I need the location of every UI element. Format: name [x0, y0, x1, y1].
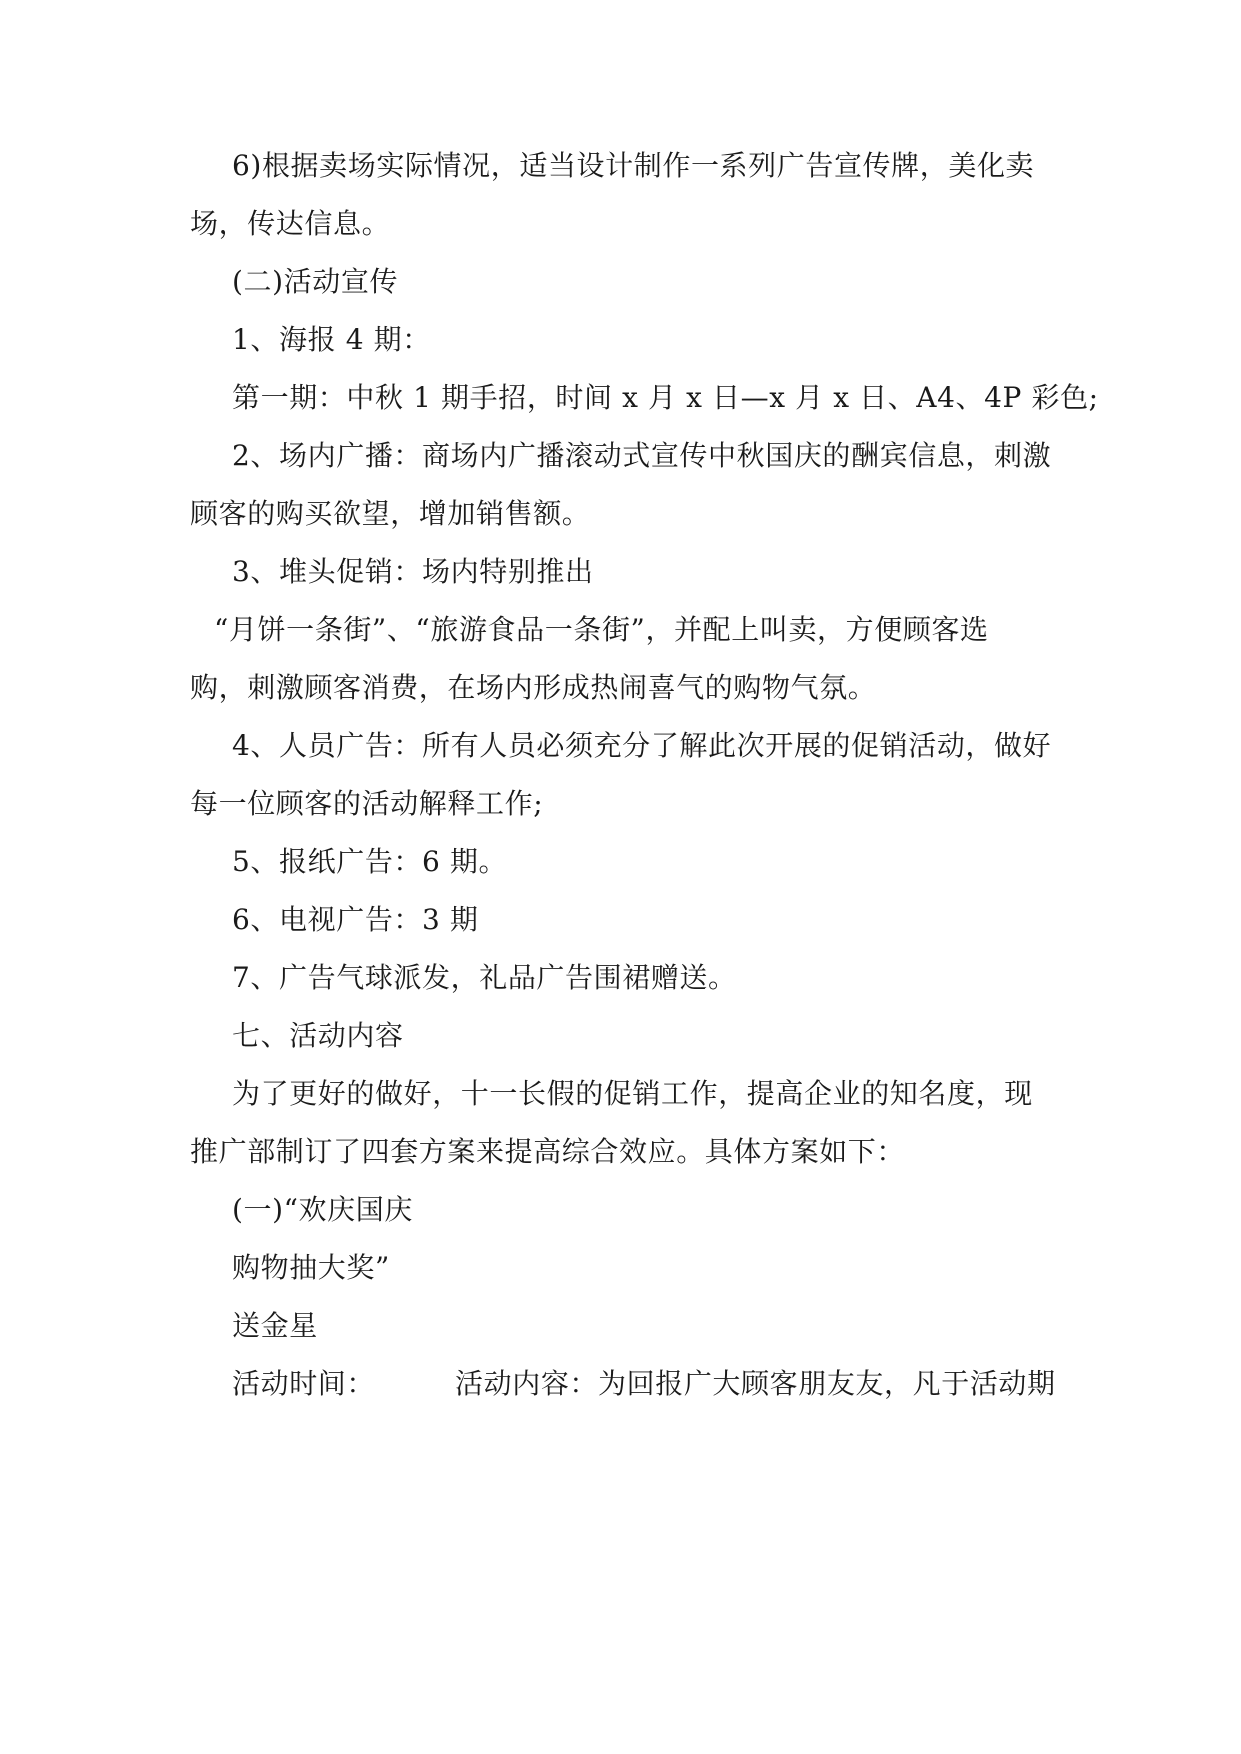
paragraph-line: 为了更好的做好，十一长假的促销工作，提高企业的知名度，现 — [232, 1077, 1033, 1110]
paragraph-line: “月饼一条街”、“旅游食品一条街”，并配上叫卖，方便顾客选 — [214, 613, 989, 646]
paragraph-line: 顾客的购买欲望，增加销售额。 — [190, 497, 591, 530]
paragraph-line: 2、场内广播：商场内广播滚动式宣传中秋国庆的酬宾信息，刺激 — [232, 439, 1052, 472]
paragraph-line: 6)根据卖场实际情况，适当设计制作一系列广告宣传牌，美化卖 — [232, 149, 1035, 182]
paragraph-line: 推广部制订了四套方案来提高综合效应。具体方案如下： — [190, 1135, 906, 1168]
paragraph-line: 4、人员广告：所有人员必须充分了解此次开展的促销活动，做好 — [232, 729, 1052, 762]
subsection-heading: (一)“欢庆国庆 — [232, 1193, 413, 1226]
paragraph-line: 场，传达信息。 — [190, 207, 391, 240]
paragraph-line: 购，刺激顾客消费，在场内形成热闹喜气的购物气氛。 — [190, 671, 877, 704]
activity-content-text: 活动内容：为回报广大顾客朋友友，凡于活动期 — [455, 1367, 1056, 1400]
activity-time-label: 活动时间： — [232, 1367, 376, 1400]
section-heading: 七、活动内容 — [232, 1019, 404, 1052]
paragraph-line: 送金星 — [232, 1309, 318, 1342]
paragraph-line: 5、报纸广告：6 期。 — [232, 845, 508, 878]
paragraph-line: 1、海报 4 期： — [232, 323, 431, 356]
paragraph-line — [0, 1364, 1241, 1404]
paragraph-line: 3、堆头促销：场内特别推出 — [232, 555, 594, 588]
paragraph-line: 购物抽大奖” — [232, 1251, 390, 1284]
paragraph-line: 6、电视广告：3 期 — [232, 903, 479, 936]
paragraph-line: 第一期：中秋 1 期手招，时间 x 月 x 日—x 月 x 日、A4、4P 彩色; — [232, 381, 1099, 414]
paragraph-line: 每一位顾客的活动解释工作; — [190, 787, 544, 820]
paragraph-line: 7、广告气球派发，礼品广告围裙赠送。 — [232, 961, 737, 994]
section-heading: (二)活动宣传 — [232, 265, 399, 298]
